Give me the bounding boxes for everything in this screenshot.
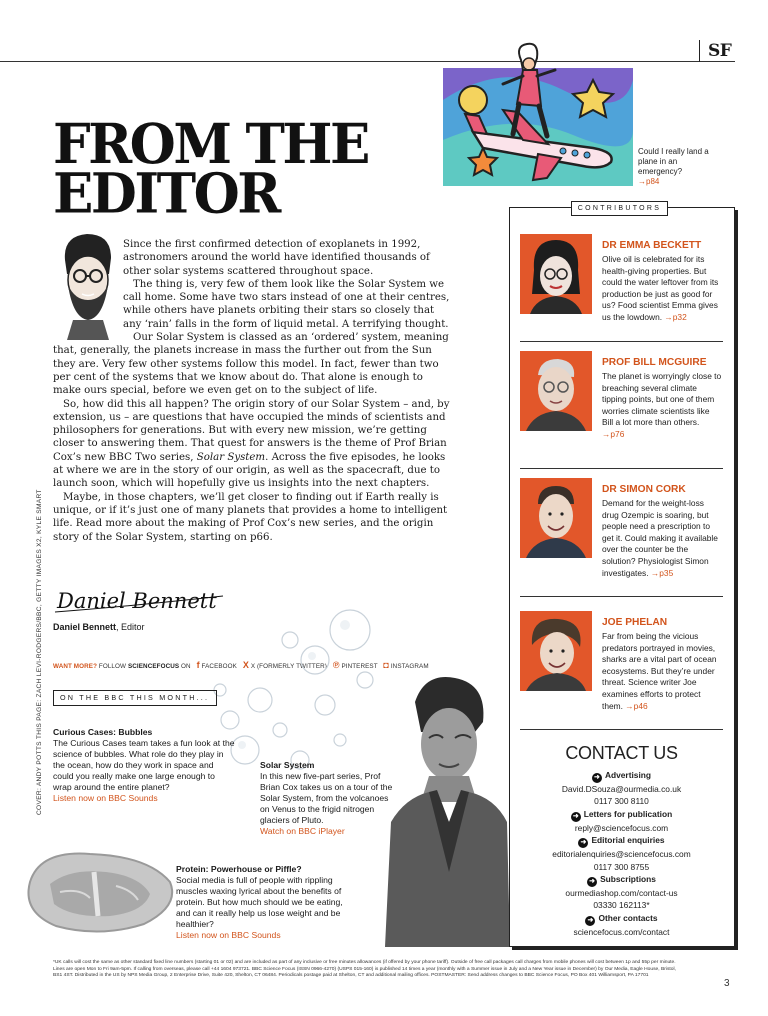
contributor-desc [602, 254, 722, 324]
contact-heading-label: Advertising [604, 770, 652, 780]
letter-paragraph-4 [53, 398, 453, 491]
contributor-simon-cork [520, 478, 723, 578]
arrow-right-icon: ➜ [578, 838, 588, 848]
plane-illustration [443, 40, 633, 186]
contributor-desc [602, 498, 722, 579]
contributor-desc [602, 371, 722, 441]
x-link[interactable]: X (FORMERLY TWITTER) [250, 663, 327, 670]
steak-image [20, 842, 180, 937]
x-icon: X [242, 660, 249, 670]
arrow-right-icon: ➜ [592, 773, 602, 783]
hero-caption [638, 147, 718, 187]
title-line-1: FROM THE [53, 111, 368, 177]
bbc-item-body: In this new five-part series, Prof Brian Cox takes us on a tour of the Solar System, from the volcanoes on Venus to the frigid nitrogen glaciers of Pluto. [260, 771, 393, 825]
advertising-email[interactable]: David.DSouza@ourmedia.co.uk [561, 784, 682, 794]
bbc-item-title: Curious Cases: Bubbles [53, 727, 153, 737]
bbc-item-solar-system [260, 760, 400, 837]
facebook-icon: f [196, 660, 200, 670]
title-line-2: EDITOR [53, 160, 279, 227]
footnote: *UK calls will cost the same as other standard fixed line numbers (starting 01 or 02) and are included as part of any inclusive or free minutes allowances (if offered by your phone tariff). Outside of free call packages call charges from mobile phones will cost between 1p and 55p per minute. Lines are open Mon to Fri 9am-5pm. If calling from overseas, please call +44 1604 973721. BBC Science Focus (ISSN 0966-4270) (USPS 015-160) is published 14 times a year (monthly with a Summer issue in July and a New Year issue in December) by Our Media, Eagle House, Bristol, BS1 4ST. Distributed in the US by NPS Media Group, 2 Enterprise Drive, Suite 420, Shelton, CT 06484. Periodicals postage paid at Shelton, CT and additional mailing offices. POSTMASTER: Send address changes to BBC Science Focus, PO Box 401 Williamsport, PA 17701 [53, 960, 676, 979]
editorial-phone[interactable]: 0117 300 8755 [593, 861, 650, 872]
portrait-space [53, 238, 123, 338]
contributor-desc-text: Far from being the vicious predators portrayed in movies, sharks are a vital part of ocean ecosystems. But they’re under threat. Science writer Joe examines efforts to protect them. [602, 631, 717, 711]
contributor-joe-phelan [520, 611, 723, 711]
contributor-bill-mcguire [520, 351, 723, 451]
bbc-item-bubbles [53, 727, 235, 804]
contact-heading-subscriptions [520, 873, 723, 887]
listen-link[interactable]: Listen now on BBC Sounds [53, 793, 158, 803]
editor-byline [53, 621, 145, 633]
editor-name: Daniel Bennett [53, 622, 117, 632]
contributor-emma-beckett [520, 234, 723, 334]
editor-letter [53, 238, 453, 544]
letter-paragraph-3: Our Solar System is classed as an ‘ordered’ system, meaning that, generally, the planets increase in mass the further out from the Sun they are. Very few other systems follow this model. In fact, fewer than two per cent of the systems that we know about do. That alone is enough to make ours special, before we even get on to the subject of life. [53, 332, 449, 397]
masthead-logo: SF [699, 40, 731, 62]
bbc-item-protein [176, 864, 346, 941]
contributor-name: PROF BILL MCGUIRE [602, 357, 707, 368]
contributor-desc-text: The planet is worryingly close to breaching several climate tipping points, but one of them worries climate scientists like Bill a lot more than others. [602, 371, 722, 428]
contact-heading-letters [520, 808, 723, 822]
contact-heading-label: Subscriptions [600, 874, 656, 885]
arrow-right-icon: ➜ [571, 812, 581, 822]
subscriptions-url[interactable]: ourmediashop.com/contact-us [565, 888, 678, 899]
listen-link[interactable]: Listen now on BBC Sounds [176, 930, 281, 940]
letter-paragraph-5: Maybe, in those chapters, we’ll get closer to finding out if Earth really is unique, or if it’s just one of many planets that provides a home to intelligent life. Read more about the making of Prof Cox’s new series, and the origin story of the Solar System, starting on p66. [53, 491, 448, 543]
photo-credit: COVER: ANDY POTTS THIS PAGE: ZACH LEVI-RODGERS/BBC, GETTY IMAGES X2, KYLE SMART [36, 489, 43, 815]
facebook-link[interactable]: FACEBOOK [201, 663, 237, 670]
contributor-divider [520, 729, 723, 730]
contributor-divider [520, 596, 723, 597]
contact-title: CONTACT US [565, 743, 678, 763]
contributor-page-link[interactable]: →p46 [625, 700, 648, 711]
letter-paragraph-4a: So, how did this all happen? The origin story of our Solar System – and, by extension, us – are questions that have occupied the minds of scientists and philosophers for generations. But with every new mission, we’re getting closer to answering them. That quest for answers is the theme of Prof Brian Cox’s new BBC Two series, [53, 398, 450, 463]
pinterest-link[interactable]: PINTEREST [341, 663, 378, 670]
contributor-photo [520, 478, 592, 558]
contact-heading-label: Letters for publication [583, 808, 673, 819]
contributor-photo [520, 611, 592, 691]
other-contacts-url[interactable]: sciencefocus.com/contact [573, 926, 670, 937]
contributor-divider [520, 341, 723, 342]
hero-page-link[interactable]: →p84 [638, 177, 660, 186]
contributor-page-link[interactable]: →p76 [602, 428, 625, 439]
instagram-icon: ◘ [383, 660, 389, 670]
contributors-label: CONTRIBUTORS [571, 201, 668, 216]
contact-heading-label: Other contacts [598, 912, 658, 923]
bbc-item-title: Solar System [260, 760, 315, 770]
page-title [53, 111, 368, 227]
pinterest-icon: ℗ [332, 660, 340, 670]
editorial-email[interactable]: editorialenquiries@sciencefocus.com [552, 849, 691, 860]
bbc-section-header: ON THE BBC THIS MONTH... [53, 690, 217, 706]
on-label: ON [181, 663, 191, 670]
contributor-page-link[interactable]: →p35 [650, 567, 674, 578]
signature-script: Daniel Bennett [57, 589, 217, 613]
social-handle: SCIENCEFOCUS [127, 663, 180, 670]
contributor-desc-text: Demand for the weight-loss drug Ozempic is soaring, but people need a prescription to get it. Could making it available over the counter be the solution? Physiologist Simon investigates. [602, 498, 718, 578]
bbc-item-body: The Curious Cases team takes a fun look at the science of bubbles. What role do they play in the ocean, how do they work in space and could you really make one large enough to wrap around the entire planet? [53, 738, 235, 792]
instagram-link[interactable]: INSTAGRAM [390, 663, 429, 670]
follow-label: FOLLOW [98, 663, 127, 670]
contact-heading-advertising [520, 769, 723, 783]
contributor-photo [520, 234, 592, 314]
contact-heading-label: Editorial enquiries [591, 835, 665, 846]
contributor-name: DR EMMA BECKETT [602, 240, 702, 251]
letter-paragraph-1: Since the first confirmed detection of exoplanets in 1992, astronomers around the world have identified thousands of other solar systems scattered throughout space. [123, 239, 430, 277]
contributor-divider [520, 468, 723, 469]
bbc-item-body: Social media is full of people with rippling muscles waxing lyrical about the benefits of protein. But how much should we be eating, and can it really help us lose weight and be healthier? [176, 875, 343, 929]
letter-paragraph-2: The thing is, very few of them look like the Solar System we call home. Some have two stars instead of one at their centres, while others have planets orbiting their stars so closely that any ‘rain’ falls in the form of liquid metal. A terrifying thought. [123, 278, 450, 330]
contributor-name: DR SIMON CORK [602, 484, 686, 495]
watch-link[interactable]: Watch on BBC iPlayer [260, 826, 345, 836]
contact-heading-other [520, 912, 723, 926]
letter-paragraph-4b: . Across the five episodes, he looks at where we are in the story of our origin, as well as the spacecraft, due to launch soon, which will hopefully give us insights into the next chapters. [53, 451, 446, 490]
arrow-right-icon: ➜ [587, 877, 597, 887]
contributor-desc [602, 631, 722, 712]
contact-list [520, 769, 723, 938]
advertising-phone[interactable]: 0117 300 8110 [594, 796, 649, 807]
arrow-right-icon: ➜ [585, 916, 595, 926]
bbc-item-title: Protein: Powerhouse or Piffle? [176, 864, 302, 874]
series-title: Solar System [196, 451, 266, 463]
editor-role: , Editor [116, 622, 145, 632]
want-more-label: WANT MORE? [53, 663, 98, 670]
letters-email[interactable]: reply@sciencefocus.com [574, 822, 669, 833]
subscriptions-phone[interactable]: 03330 162113* [593, 900, 650, 911]
contributor-desc-text: Olive oil is celebrated for its health-giving properties. But could the water leftover from its production be just as good for us? Food scientist Emma gives us the lowdown. [602, 254, 719, 322]
brian-cox-photo [385, 672, 510, 947]
contributor-name: JOE PHELAN [602, 617, 668, 628]
contributor-page-link[interactable]: →p32 [664, 311, 687, 322]
page-number: 3 [724, 978, 730, 989]
contact-heading-editorial [520, 834, 723, 848]
contributor-photo [520, 351, 592, 431]
hero-caption-text: Could I really land a plane in an emergency? [638, 147, 709, 176]
